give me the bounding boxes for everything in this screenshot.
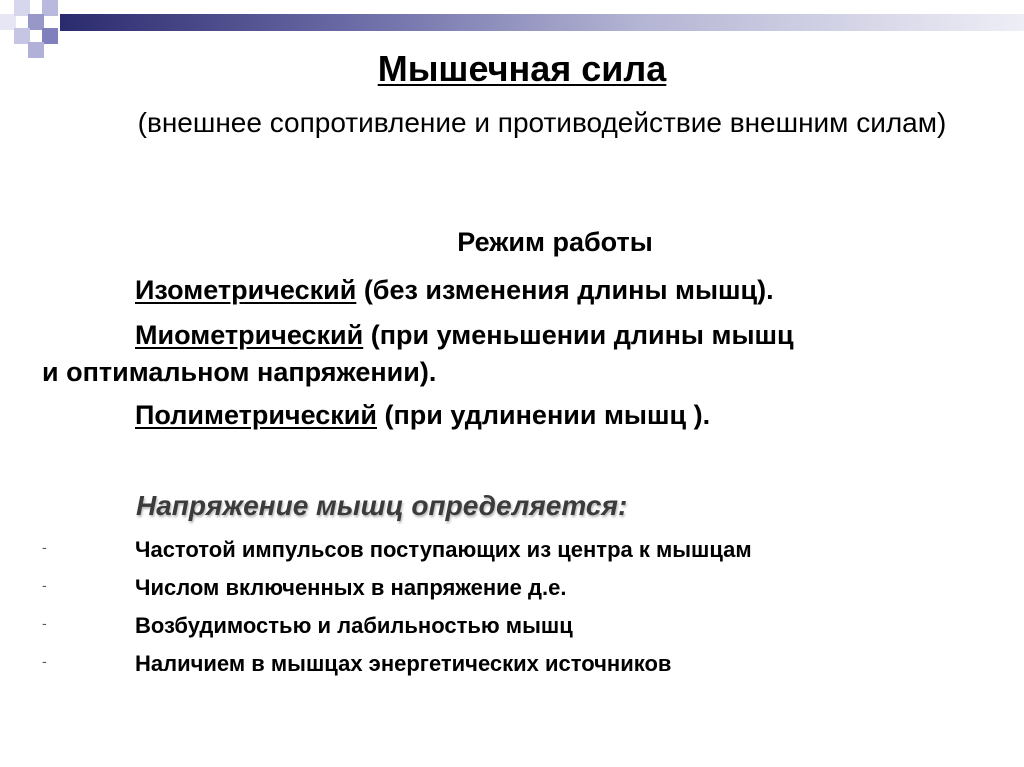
list-item (42, 613, 1002, 643)
decorative-square (42, 0, 58, 16)
mode-miometric-continuation: и оптимальном напряжении). (42, 357, 437, 387)
list-item (42, 537, 1002, 567)
mode-term: Изометрический (135, 275, 357, 305)
mode-description: (без изменения длины мышц). (356, 275, 774, 305)
tension-heading: Напряжение мышц определяется: (136, 490, 628, 521)
mode-term: Полиметрический (135, 400, 377, 430)
bullet-dash: - (42, 653, 47, 669)
header-gradient-bar (60, 14, 1024, 31)
bullet-dash: - (42, 615, 47, 631)
list-item (42, 575, 1002, 605)
list-item-text: Наличием в мышцах энергетических источников (135, 651, 672, 676)
list-item-text: Числом включенных в напряжение д.е. (135, 575, 567, 600)
mode-term: Миометрический (135, 320, 364, 350)
mode-polimetric (135, 400, 710, 431)
slide-subtitle: (внешнее сопротивление и противодействие внешним силам) (137, 107, 947, 138)
bullet-dash: - (42, 577, 47, 593)
mode-miometric (135, 320, 794, 351)
mode-isometric (135, 275, 774, 306)
list-item-text: Возбудимостью и лабильностью мышц (135, 613, 573, 638)
slide-title: Мышечная сила (377, 48, 667, 89)
list-item (42, 651, 1002, 681)
list-item-text: Частотой импульсов поступающих из центра к мышцам (135, 537, 752, 562)
decorative-square (42, 28, 58, 44)
mode-description: (при удлинении мышц ). (377, 400, 711, 430)
mode-description: (при уменьшении длины мышц (363, 320, 794, 350)
mode-heading: Режим работы (457, 227, 653, 257)
bullet-dash: - (42, 539, 47, 555)
